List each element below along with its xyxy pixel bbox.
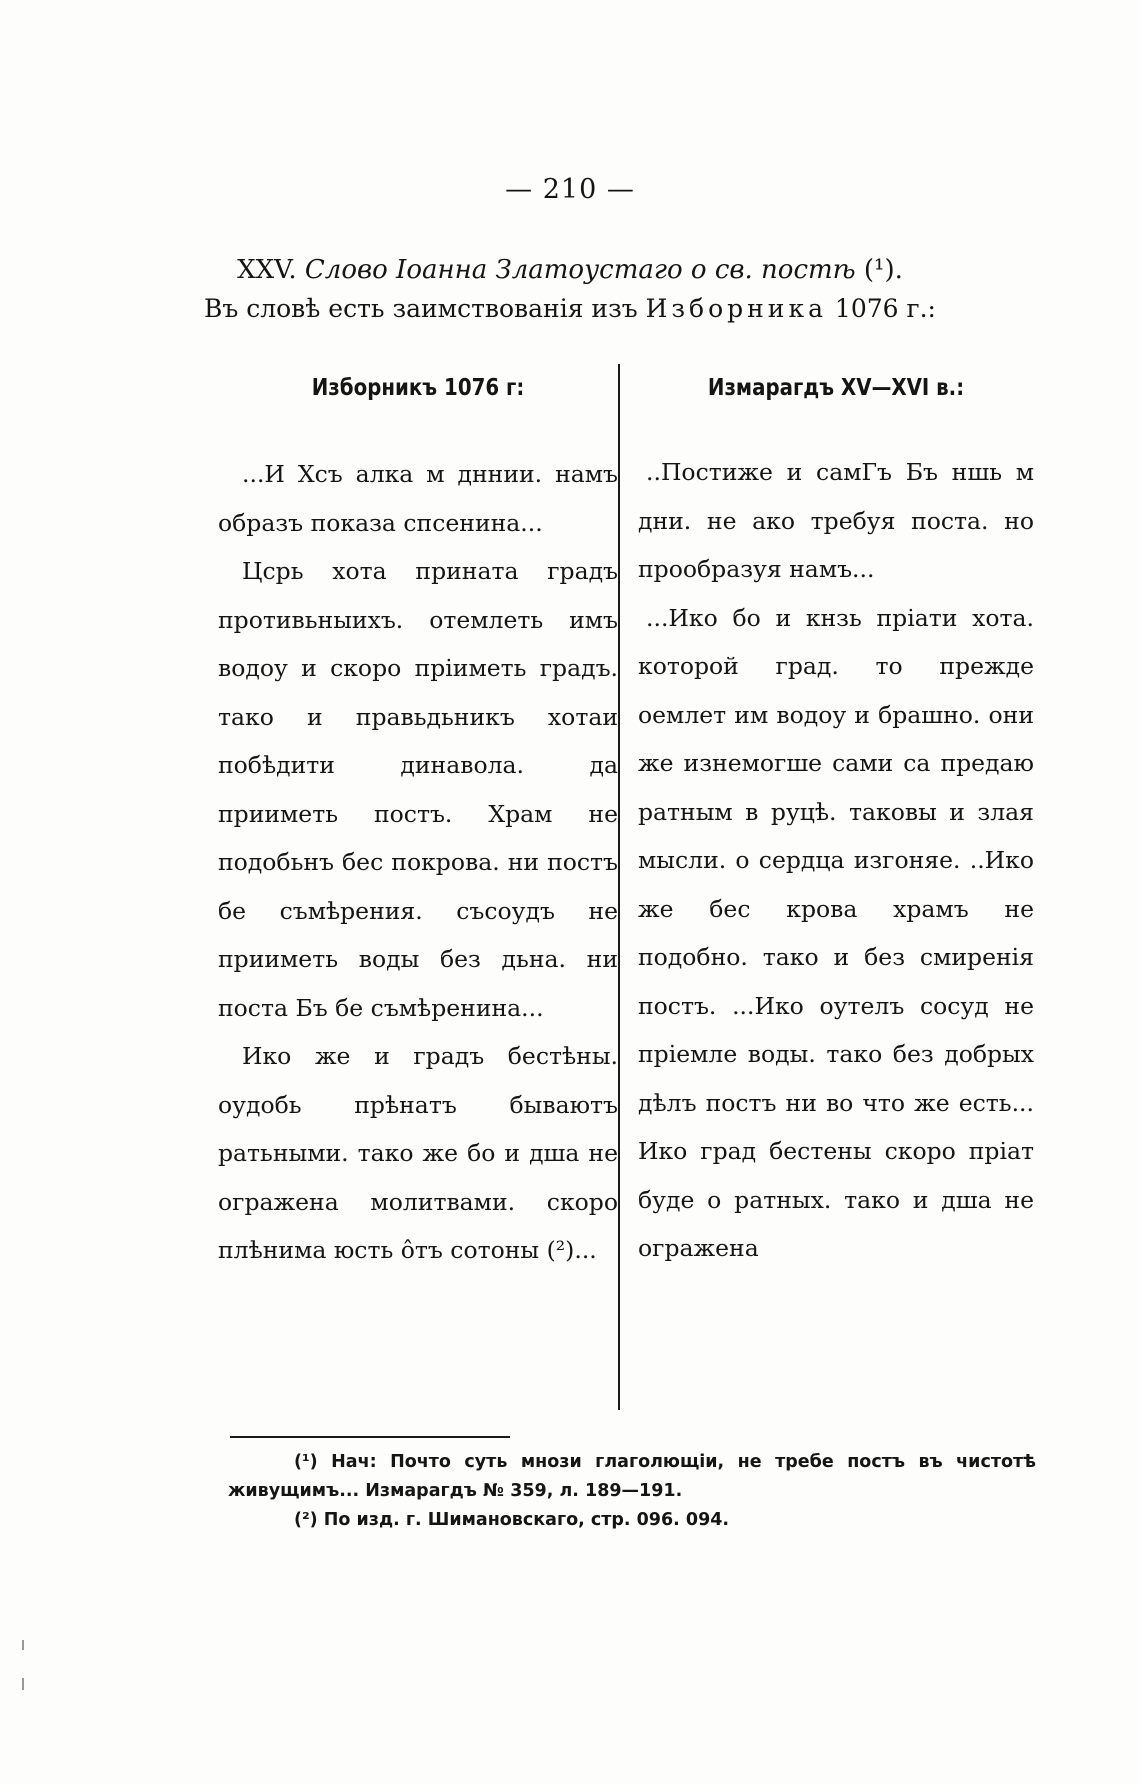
footnote-item: (¹) Нач: Почто суть мнози глаголющiи, не требе постъ въ чистотѣ живущимъ... Измарагдъ № 359, л. 189—191. [228,1452,1036,1501]
footnotes [228,1448,1036,1535]
column-divider [618,364,620,1410]
left-paragraph: ...И Хсъ алка м дннии. намъ образъ показа спсенина... [218,460,618,537]
scan-mark [22,1678,24,1690]
section-footnote-ref: (¹). [855,255,903,285]
page-number: — 210 — [505,174,635,205]
right-paragraph: ..Постиже и самГъ Бъ ншь м дни. не ако требуя поста. но прообразуя намъ... [638,458,1034,583]
subline-spaced-word: Изборника [645,294,827,323]
section-heading [0,248,1140,292]
right-paragraph: ...Ико бо и кнзь прiати хота. которой град. то прежде оемлет им водоу и брашно. они же изнемогше сами са предаю ратным в руцѣ. таковы и злая мысли. о сердца изгоняе. ..Ико же бес крова храмъ не подобно. тако и без смиренiя постъ. ...Ико оутелъ сосуд не прiемле воды. тако без добрых дѣлъ постъ ни во что же есть... Ико град бестены скоро прiат буде о ратных. тако и дша не огражена [638,603,1034,1262]
section-subline [0,294,1140,323]
section-title: Слово Іоанна Златоустаго о св. постѣ [304,255,856,285]
section-roman-numeral: XXV. [237,255,297,285]
left-column [218,366,618,1275]
right-column [638,366,1034,1273]
subline-year: 1076 г.: [826,294,936,323]
subline-text: Въ словѣ есть заимствованія изъ [204,294,646,323]
scan-mark [22,1640,24,1650]
left-paragraph: Цсрь хота прината градъ противьныихъ. отемлеть имъ водоу и скоро прiиметь градъ. тако и правьдьникъ хотаи побѣдити динавола. да прииметь постъ. Храм не подобьнъ бес покрова. ни постъ бе съмѣрения. съсоудъ не прииметь воды без дьна. ни поста Бъ бе съмѣренина... [218,557,618,1022]
left-paragraph: Ико же и градъ бестѣны. оудобь прѣнатъ бываютъ ратьными. тако же бо и дша не огражена молитвами. скоро плѣнима юсть ôтъ сотоны (²)... [218,1042,618,1264]
footnote-divider [230,1436,510,1438]
left-column-header: Изборникъ 1076 г: [311,375,525,401]
right-column-header: Измарагдъ XV—XVI в.: [707,375,965,401]
footnote-item: (²) По изд. г. Шимановскаго, стр. 096. 094. [294,1510,730,1530]
